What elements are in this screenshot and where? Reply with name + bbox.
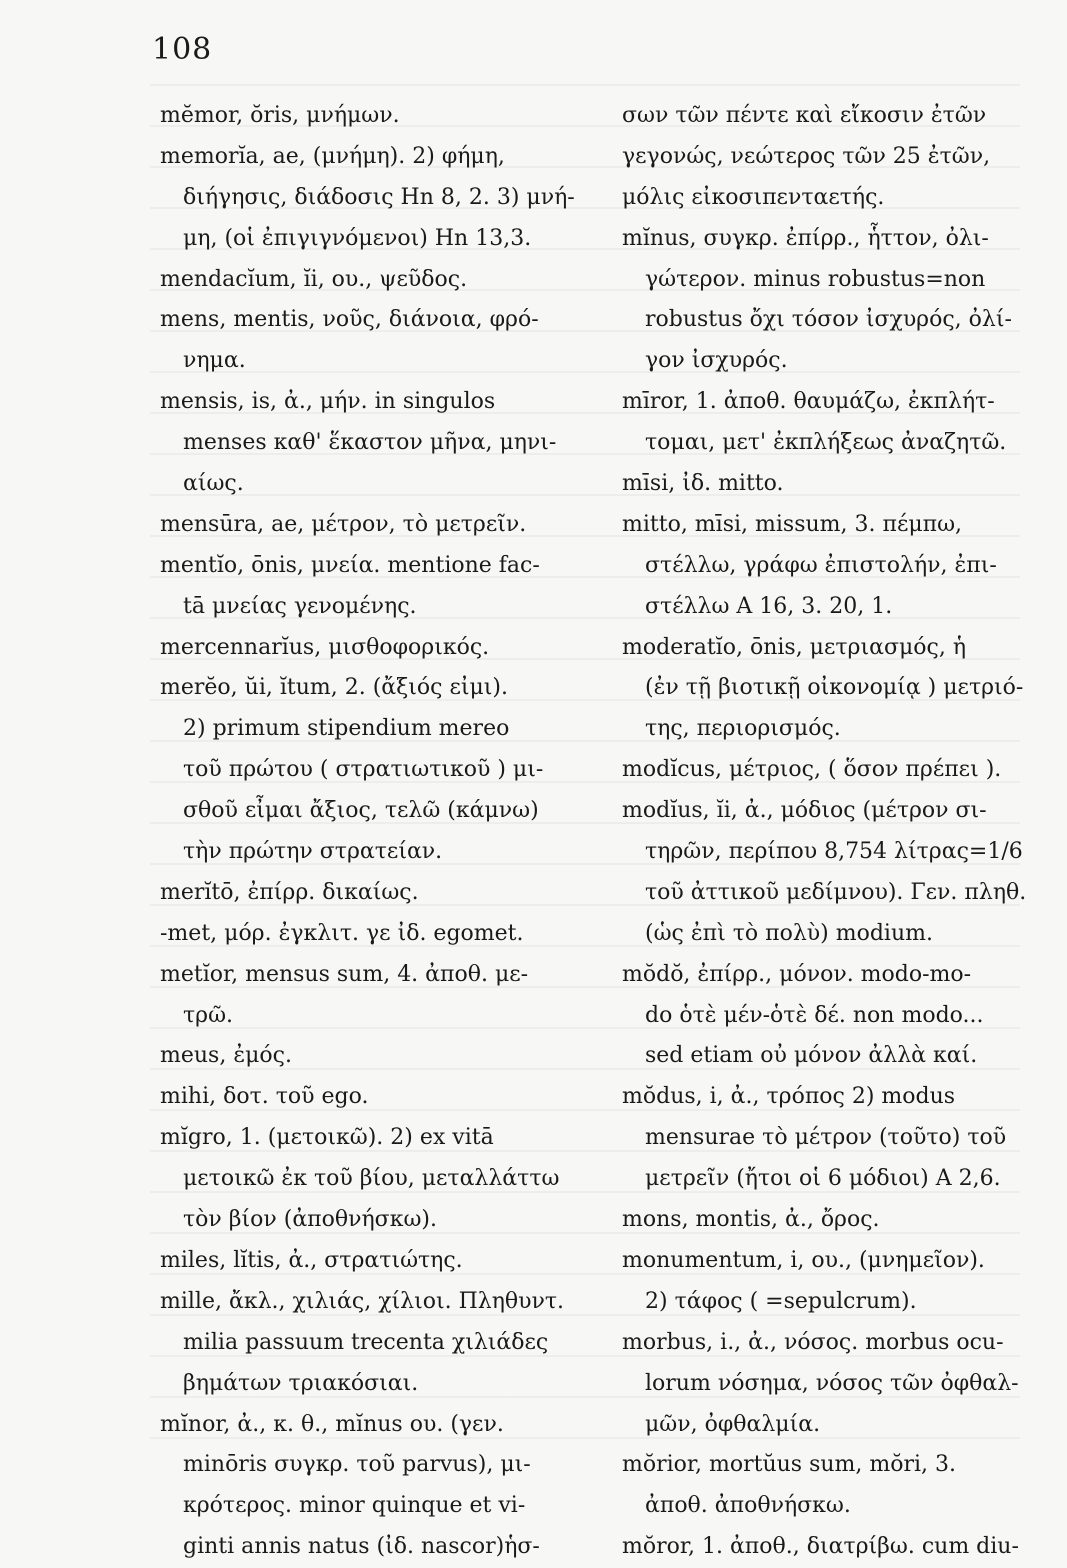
entry-continuation-line: νημα. <box>183 348 246 374</box>
entry-line: merĕo, ŭi, ĭtum, 2. (ἄξιός εἰμι). <box>160 675 508 701</box>
entry-continuation-line: μετοικῶ ἐκ τοῦ βίου, μεταλλάττω <box>183 1166 560 1192</box>
entry-line: merĭtō, ἐπίρρ. δικαίως. <box>160 879 419 905</box>
entry-line: mentĭo, ōnis, μνεία. mentione fac- <box>160 552 540 578</box>
entry-continuation-line: τομαι, μετ' ἐκπλήξεως ἀναζητῶ. <box>645 430 1007 456</box>
entry-continuation-line: ἀποθ. ἀποθνήσκω. <box>645 1493 851 1519</box>
entry-line: mensis, is, ἀ., μήν. in singulos <box>160 389 496 415</box>
entry-continuation-line: tā μνείας γενομένης. <box>183 593 417 619</box>
entry-line: mŏror, 1. ἀποθ., διατρίβω. cum diu- <box>622 1534 1019 1560</box>
entry-continuation-line: γώτερον. minus robustus=non <box>645 266 986 292</box>
entry-continuation-line: τρῶ. <box>183 1002 234 1028</box>
entry-line: miles, lĭtis, ἀ., στρατιώτης. <box>160 1247 463 1273</box>
entry-line: metĭor, mensus sum, 4. ἀποθ. με- <box>160 961 529 987</box>
entry-continuation-line: τοῦ πρώτου ( στρατιωτικοῦ ) μι- <box>183 757 544 783</box>
entry-continuation-line: μῶν, ὀφθαλμία. <box>645 1411 821 1437</box>
entry-continuation-line: mensurae τὸ μέτρον (τοῦτο) τοῦ <box>645 1125 1007 1151</box>
entry-continuation-line: τηρῶν, περίπου 8,754 λίτρας=1/6 <box>645 839 1023 865</box>
entry-continuation-line: της, περιορισμός. <box>645 716 841 742</box>
entry-continuation-line: 2) primum stipendium mereo <box>183 716 510 742</box>
entry-line: γεγονώς, νεώτερος τῶν 25 ἐτῶν, <box>622 143 991 169</box>
entry-continuation-line: milia passuum trecenta χιλιάδες <box>183 1329 549 1355</box>
entry-continuation-line: minōris συγκρ. τοῦ parvus), μι- <box>183 1452 531 1478</box>
entry-line: mens, mentis, νοῦς, διάνοια, φρό- <box>160 307 539 333</box>
entry-line: mitto, mīsi, missum, 3. πέμπω, <box>622 511 963 537</box>
page-number: 108 <box>152 32 213 67</box>
entry-continuation-line: τὸν βίον (ἀποθνήσκω). <box>183 1207 437 1233</box>
entry-line: mīror, 1. ἀποθ. θαυμάζω, ἐκπλήτ- <box>622 389 995 415</box>
entry-line: mensūra, ae, μέτρον, τὸ μετρεῖν. <box>160 511 527 537</box>
left-column <box>160 96 590 1568</box>
entry-continuation-line: 2) τάφος ( =sepulcrum). <box>645 1288 917 1314</box>
entry-line: mihi, δοτ. τοῦ ego. <box>160 1084 369 1110</box>
entry-line: mŏrior, mortŭus sum, mŏri, 3. <box>622 1452 957 1478</box>
entry-line: morbus, i., ἀ., νόσος. morbus ocu- <box>622 1329 1004 1355</box>
entry-line: memorĭa, ae, (μνήμη). 2) φήμη, <box>160 143 505 169</box>
entry-continuation-line: (ἐν τῇ βιοτικῇ οἰκονομίᾳ ) μετριό- <box>645 675 1024 701</box>
entry-line: mercennarĭus, μισθοφορικός. <box>160 634 490 660</box>
entry-continuation-line: στέλλω, γράφω ἐπιστολήν, ἐπι- <box>645 552 997 578</box>
entry-line: μόλις εἰκοσιπενταετής. <box>622 184 885 210</box>
entry-line: mīsi, ἰδ. mitto. <box>622 471 784 497</box>
entry-continuation-line: lorum νόσημα, νόσος τῶν ὀφθαλ- <box>645 1370 1019 1396</box>
right-column <box>622 96 1062 1568</box>
entry-line: moderatĭo, ōnis, μετριασμός, ἡ <box>622 634 967 660</box>
entry-continuation-line: σθοῦ εἶμαι ἄξιος, τελῶ (κάμνω) <box>183 798 539 824</box>
entry-line: mĭnus, συγκρ. ἐπίρρ., ἧττον, ὀλι- <box>622 225 989 251</box>
entry-continuation-line: do ὁτὲ μέν-ὁτὲ δέ. non modo... <box>645 1002 984 1028</box>
entry-continuation-line: τοῦ ἀττικοῦ μεδίμνου). Γεν. πληθ. <box>645 879 1027 905</box>
entry-line: σων τῶν πέντε καὶ εἴκοσιν ἐτῶν <box>622 103 987 128</box>
entry-line: mendacĭum, ĭi, ου., ψεῦδος. <box>160 266 468 292</box>
entry-line: modĭcus, μέτριος, ( ὅσον πρέπει ). <box>622 757 1002 783</box>
entry-continuation-line: κρότερος. minor quinque et vi- <box>183 1493 526 1519</box>
entry-continuation-line: sed etiam οὐ μόνον ἀλλὰ καί. <box>645 1043 978 1069</box>
entry-continuation-line: menses καθ' ἕκαστον μῆνα, μηνι- <box>183 430 557 456</box>
entry-continuation-line: στέλλω Α 16, 3. 20, 1. <box>645 593 893 619</box>
entry-line: mĕmor, ŏris, μνήμων. <box>160 103 400 128</box>
entry-continuation-line: ginti annis natus (ἰδ. nascor)ἡσ- <box>183 1534 540 1560</box>
entry-line: meus, ἐμός. <box>160 1043 292 1069</box>
entry-continuation-line: (ὡς ἐπὶ τὸ πολὺ) modium. <box>645 920 933 946</box>
entry-continuation-line: διήγησις, διάδοσις Hn 8, 2. 3) μνή- <box>183 184 575 210</box>
entry-line: -met, μόρ. ἐγκλιτ. γε ἰδ. egomet. <box>160 920 524 946</box>
entry-line: mons, montis, ἀ., ὄρος. <box>622 1207 880 1233</box>
entry-line: monumentum, i, ου., (μνημεῖον). <box>622 1247 985 1273</box>
entry-line: mĭgro, 1. (μετοικῶ). 2) ex vitā <box>160 1125 494 1151</box>
entry-line: mŏdŏ, ἐπίρρ., μόνον. modo-mo- <box>622 961 972 987</box>
entry-line: mille, ἄκλ., χιλιάς, χίλιοι. Πληθυντ. <box>160 1288 565 1314</box>
entry-line: mŏdus, i, ἀ., τρόπος 2) modus <box>622 1084 956 1110</box>
entry-continuation-line: βημάτων τριακόσιαι. <box>183 1370 419 1396</box>
entry-line: mĭnor, ἀ., κ. θ., mĭnus ου. (γεν. <box>160 1411 504 1437</box>
entry-line: modĭus, ĭi, ἀ., μόδιος (μέτρον σι- <box>622 798 987 824</box>
entry-continuation-line: robustus ὄχι τόσον ἰσχυρός, ὀλί- <box>645 307 1012 333</box>
entry-continuation-line: γον ἰσχυρός. <box>645 348 788 374</box>
entry-continuation-line: μη, (οἱ ἐπιγιγνόμενοι) Hn 13,3. <box>183 225 532 251</box>
entry-continuation-line: αίως. <box>183 471 244 497</box>
entry-continuation-line: τὴν πρώτην στρατείαν. <box>183 839 443 865</box>
entry-continuation-line: μετρεῖν (ἤτοι οἱ 6 μόδιοι) Α 2,6. <box>645 1166 1001 1192</box>
